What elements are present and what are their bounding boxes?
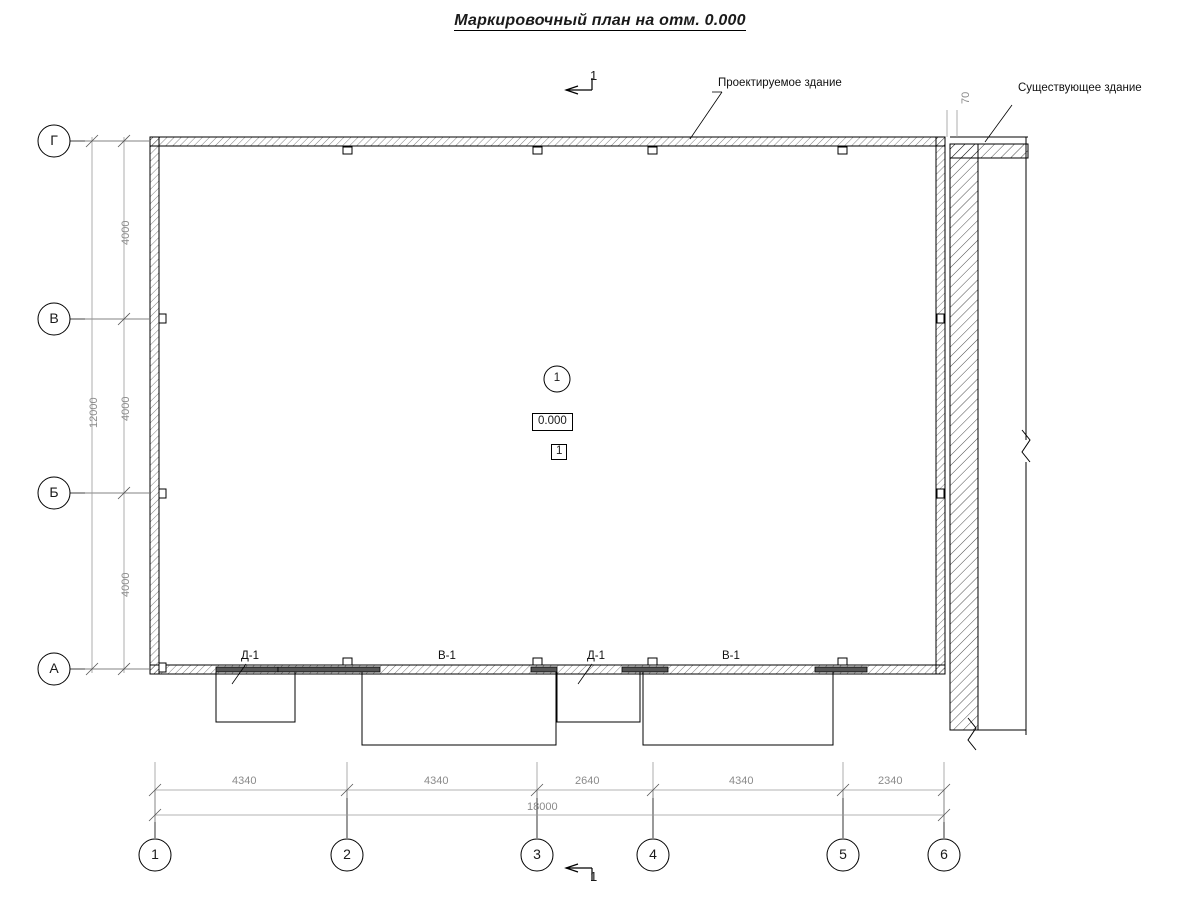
annotation-existing-building: Существующее здание [1018,82,1142,94]
elevation-marker: 0.000 [532,413,573,431]
axis-label-5[interactable]: 5 [839,846,847,862]
horizontal-dimension-chain [149,762,950,822]
dim-horizontal-seg-5: 2340 [878,775,903,787]
dim-horizontal-seg-4: 4340 [729,775,754,787]
axis-label-v[interactable]: В [49,310,59,326]
dim-vertical-seg-2: 4000 [120,396,132,421]
annotation-gap-dim: 70 [960,91,972,104]
dim-vertical-seg-3: 4000 [120,572,132,597]
doors-and-openings [216,664,867,745]
axis-label-6[interactable]: 6 [940,846,948,862]
axis-label-a[interactable]: А [49,660,59,676]
column-marks [159,147,944,672]
door-mark-d1-left: Д-1 [241,650,260,662]
drawing-title-text: Маркировочный план на отм. 0.000 [454,12,746,29]
window-mark-v1-left: В-1 [438,650,456,662]
section-tag-bottom: 1 [590,869,598,884]
dim-horizontal-seg-2: 4340 [424,775,449,787]
dim-vertical-seg-1: 4000 [120,220,132,245]
section-cut-markers [566,78,592,880]
existing-building [950,137,1030,750]
axis-label-2[interactable]: 2 [343,846,351,862]
dim-horizontal-total: 18000 [527,801,558,813]
annotation-new-building: Проектируемое здание [718,77,842,89]
door-mark-d1-right: Д-1 [587,650,606,662]
window-mark-v1-right: В-1 [722,650,740,662]
axis-label-3[interactable]: 3 [533,846,541,862]
dim-horizontal-seg-3: 2640 [575,775,600,787]
dim-vertical-total: 12000 [88,397,100,428]
section-tag-top: 1 [590,68,598,83]
building-outline [150,137,945,674]
axis-label-g[interactable]: Г [50,132,58,148]
dim-horizontal-seg-1: 4340 [232,775,257,787]
axis-label-4[interactable]: 4 [649,846,657,862]
node-marker: 1 [551,444,567,460]
axis-label-b[interactable]: Б [49,484,59,500]
room-number: 1 [553,372,561,384]
axis-label-1[interactable]: 1 [151,846,159,862]
